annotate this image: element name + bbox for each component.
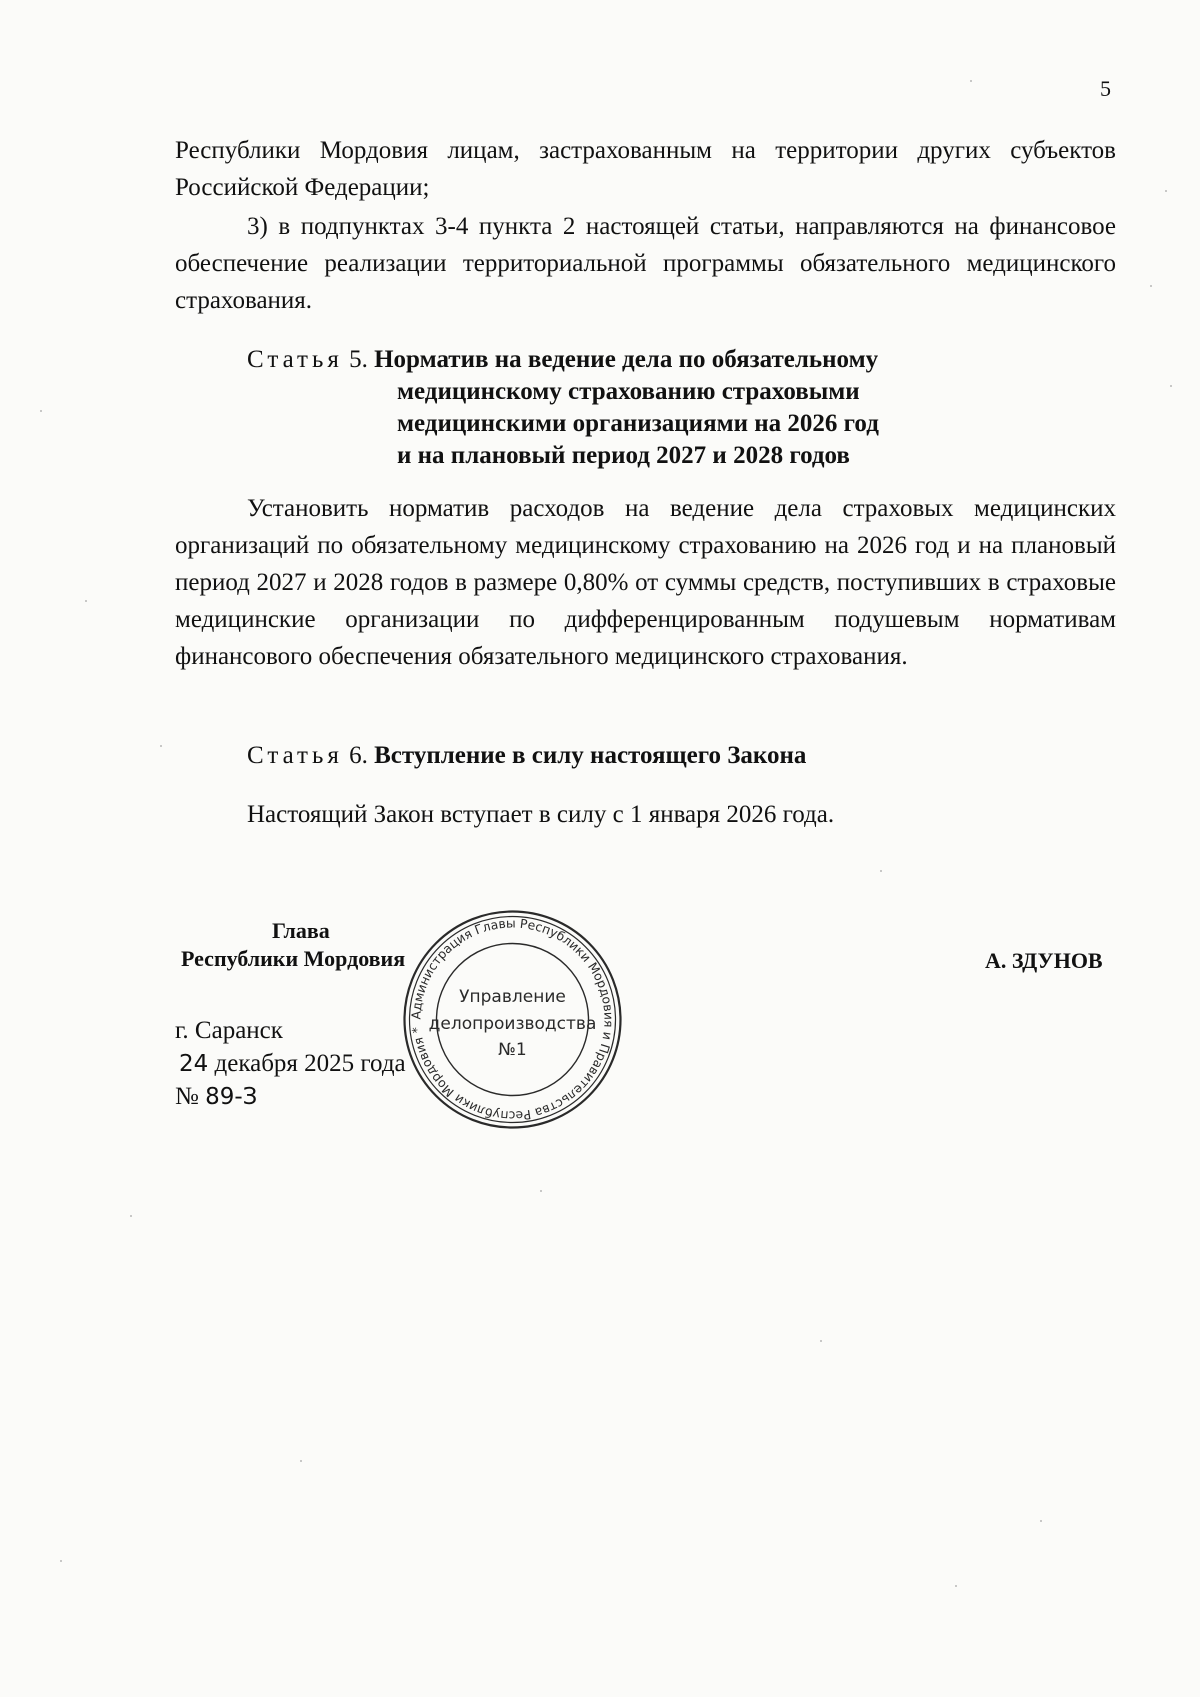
date-day: 24: [179, 1051, 209, 1077]
date-month-year: декабря 2025 года: [214, 1050, 406, 1077]
article-title: Вступление в силу настоящего Закона: [374, 742, 807, 769]
scan-speck: [60, 1560, 62, 1562]
stamp-line: №1: [498, 1040, 527, 1060]
signatory-position-line: Республики Мордовия: [181, 946, 406, 971]
article-title-line: медицинскими организациями на 2026 год: [397, 410, 879, 437]
article-5-heading: [247, 344, 878, 376]
scan-speck: [880, 870, 882, 872]
paragraph: Настоящий Закон вступает в силу с 1 января 2026 года.: [247, 801, 835, 828]
article-title-line: медицинскому страхованию страховыми: [397, 378, 860, 405]
scan-speck: [40, 410, 42, 412]
scan-speck: [1150, 285, 1152, 287]
stamp-line: Управление: [459, 987, 566, 1007]
scan-speck: [1040, 1520, 1042, 1522]
scan-speck: [1165, 190, 1167, 192]
article-title-line: Норматив на ведение дела по обязательному: [374, 346, 879, 373]
number-sign: №: [175, 1083, 199, 1110]
article-label: Статья: [247, 346, 343, 373]
scan-speck: [300, 1460, 302, 1462]
paragraph: 3) в подпунктах 3-4 пункта 2 настоящей статьи, направляются на финансовое обеспечение реализации территориальной программы обязательного медицинского страхования.: [175, 213, 1116, 314]
paragraph: Установить норматив расходов на ведение дела страховых медицинских организаций по обязательному медицинскому страхованию на 2026 год и на плановый период 2027 и 2028 годов в размере 0,80% от суммы средств, поступивших в страховые медицинские организации по дифференцированным подушевым нормативам финансового обеспечения обязательного медицинского страхования.: [175, 495, 1116, 670]
signing-date: [179, 1050, 406, 1078]
scan-speck: [820, 1340, 822, 1342]
paragraph: Республики Мордовия лицам, застрахованным на территории других субъектов Российской Федерации;: [175, 137, 1116, 201]
scan-speck: [970, 80, 972, 82]
scan-speck: [1170, 385, 1172, 387]
signing-city: г. Саранск: [175, 1017, 283, 1044]
document-number: [175, 1083, 257, 1111]
signatory-position-line: Глава: [272, 918, 330, 943]
scan-speck: [130, 1215, 132, 1217]
article-6-heading: [247, 740, 806, 772]
official-stamp: [400, 907, 625, 1132]
article-label: Статья: [247, 742, 343, 769]
scan-speck: [85, 600, 87, 602]
scan-speck: [160, 745, 162, 747]
article-title-line: и на плановый период 2027 и 2028 годов: [397, 442, 850, 469]
article-number: 6.: [349, 742, 368, 769]
article-number: 5.: [349, 346, 368, 373]
scan-speck: [955, 1585, 957, 1587]
signatory-name: А. ЗДУНОВ: [985, 948, 1103, 973]
stamp-line: делопроизводства: [428, 1014, 597, 1034]
page-number: 5: [1100, 76, 1111, 101]
scan-speck: [540, 1190, 542, 1192]
number-value: 89-З: [205, 1084, 258, 1110]
stamp-outer-text: Администрация Главы Республики Мордовия и Правительства Республики Мордовия *: [408, 915, 617, 1124]
